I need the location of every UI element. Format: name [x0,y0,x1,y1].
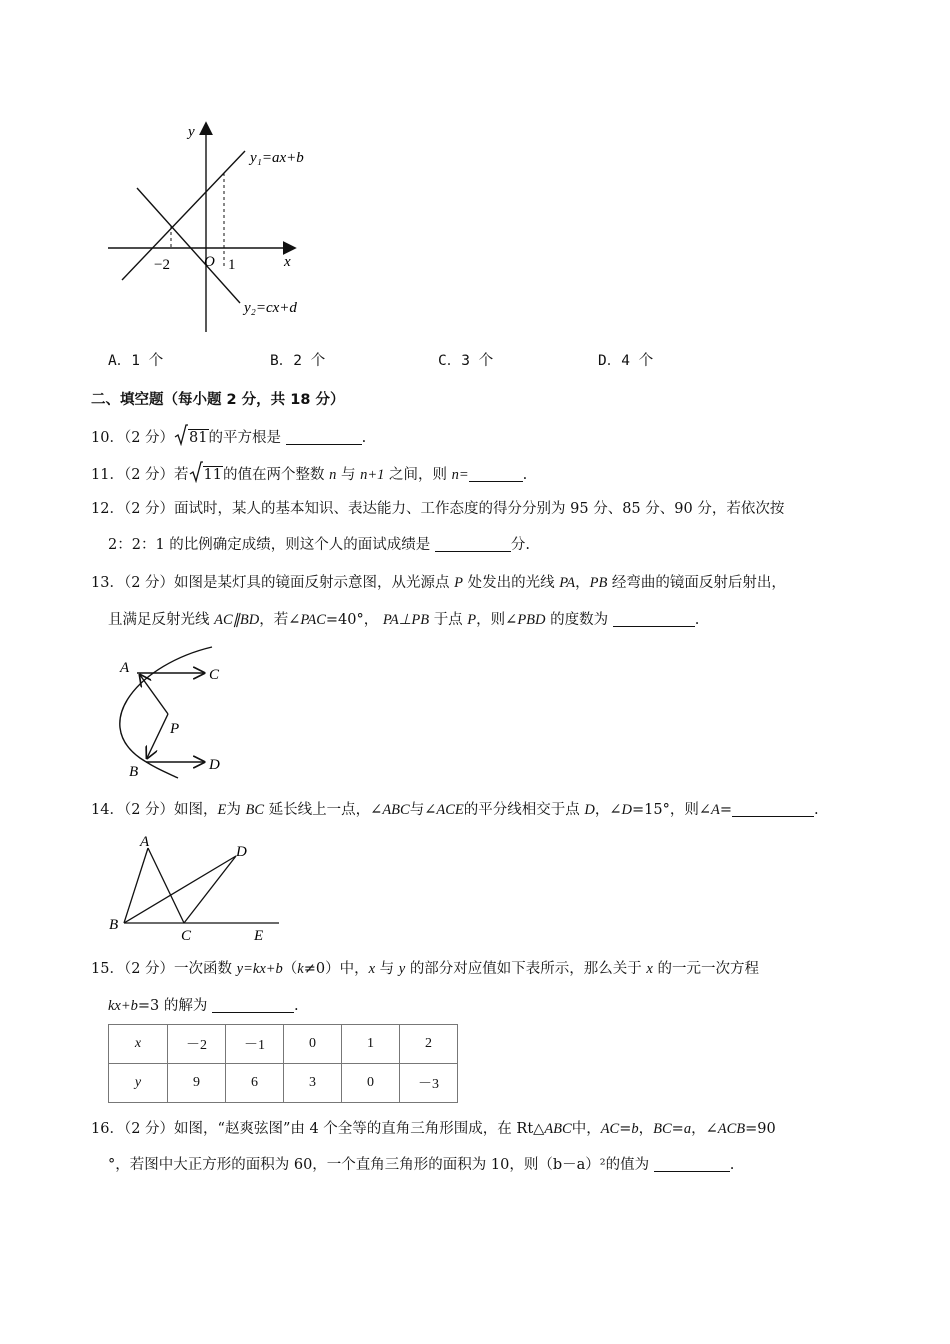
svg-text:D: D [209,757,220,773]
triangle-bisector-figure [104,830,284,945]
sqrt-icon [174,424,188,446]
svg-text:P: P [170,721,180,737]
tick-1: 1 [228,257,236,273]
mirror-reflection-figure [100,642,240,782]
line-y1 [122,151,245,280]
question-13-line2: 且满足反射光线 AC∥BD，若∠PAC=40°， PA⊥PB 于点 P，则∠PBD 的度数为 . [108,612,700,628]
question-11: 11．（2 分）若 11的值在两个整数 n 与 n+1 之间，则 n= . [91,461,527,485]
question-13-line1: 13．（2 分）如图是某灯具的镜面反射示意图，从光源点 P 处发出的光线 PA，PB 经弯曲的镜面反射后射出， [91,575,786,591]
svg-text:C: C [209,667,220,683]
svg-text:E: E [254,928,264,944]
table-row-x: x －2 －1 0 1 2 [109,1025,458,1064]
value-table [108,1024,458,1103]
line-y2 [137,188,240,303]
answer-blank-15[interactable] [212,998,294,1013]
option-c: C．3 个 [438,353,494,369]
svg-text:B: B [129,764,139,780]
question-12-line2: 2：2：1 的比例确定成绩，则这个人的面试成绩是 分. [108,537,531,553]
table-row-y: y 9 6 3 0 －3 [109,1064,458,1103]
line1-label: y₁=ax+b [250,150,304,166]
svg-text:A: A [120,660,130,676]
origin-label: O [204,254,215,270]
option-b: B．2 个 [270,353,326,369]
question-12-line1: 12．（2 分）面试时，某人的基本知识、表达能力、工作态度的得分分别为 95 分、85 分、90 分，若依次按 [91,501,785,517]
sqrt-icon [189,461,203,483]
svg-text:A: A [140,834,150,850]
question-16-line1: 16．（2 分）如图，“赵爽弦图”由 4 个全等的直角三角形围成，在 Rt△ABC中，AC=b，BC=a，∠ACB=90 [91,1121,776,1137]
question-15-line2: kx+b=3 的解为 . [108,998,299,1014]
svg-text:D: D [236,844,247,860]
linear-functions-graph [100,118,340,338]
x-axis-label: x [284,254,291,270]
line2-label: y₂=cx+d [244,300,297,316]
answer-blank-12[interactable] [435,537,511,552]
svg-text:C: C [181,928,192,944]
question-10: 10．（2 分） 81的平方根是 . [91,424,366,448]
section-title: 二、填空题（每小题 2 分，共 18 分） [91,392,345,408]
y-axis-label: y [188,124,195,140]
mirror-curve [120,647,212,778]
svg-text:B: B [109,917,119,933]
question-15-line1: 15．（2 分）一次函数 y=kx+b（k≠0）中，x 与 y 的部分对应值如下表所示，那么关于 x 的一元一次方程 [91,961,759,977]
question-14: 14．（2 分）如图，E为 BC 延长线上一点，∠ABC与∠ACE的平分线相交于点 D，∠D=15°，则∠A= . [91,802,819,818]
answer-blank-16[interactable] [654,1157,730,1172]
option-a: A．1 个 [108,353,164,369]
option-d: D．4 个 [598,353,654,369]
question-16-line2: °，若图中大正方形的面积为 60，一个直角三角形的面积为 10，则（b－a）²的值为 . [108,1157,735,1173]
answer-blank-13[interactable] [613,612,695,627]
answer-blank-10[interactable] [286,430,362,445]
answer-blank-11[interactable] [469,467,523,482]
answer-blank-14[interactable] [732,802,814,817]
tick-neg2: −2 [154,257,170,273]
